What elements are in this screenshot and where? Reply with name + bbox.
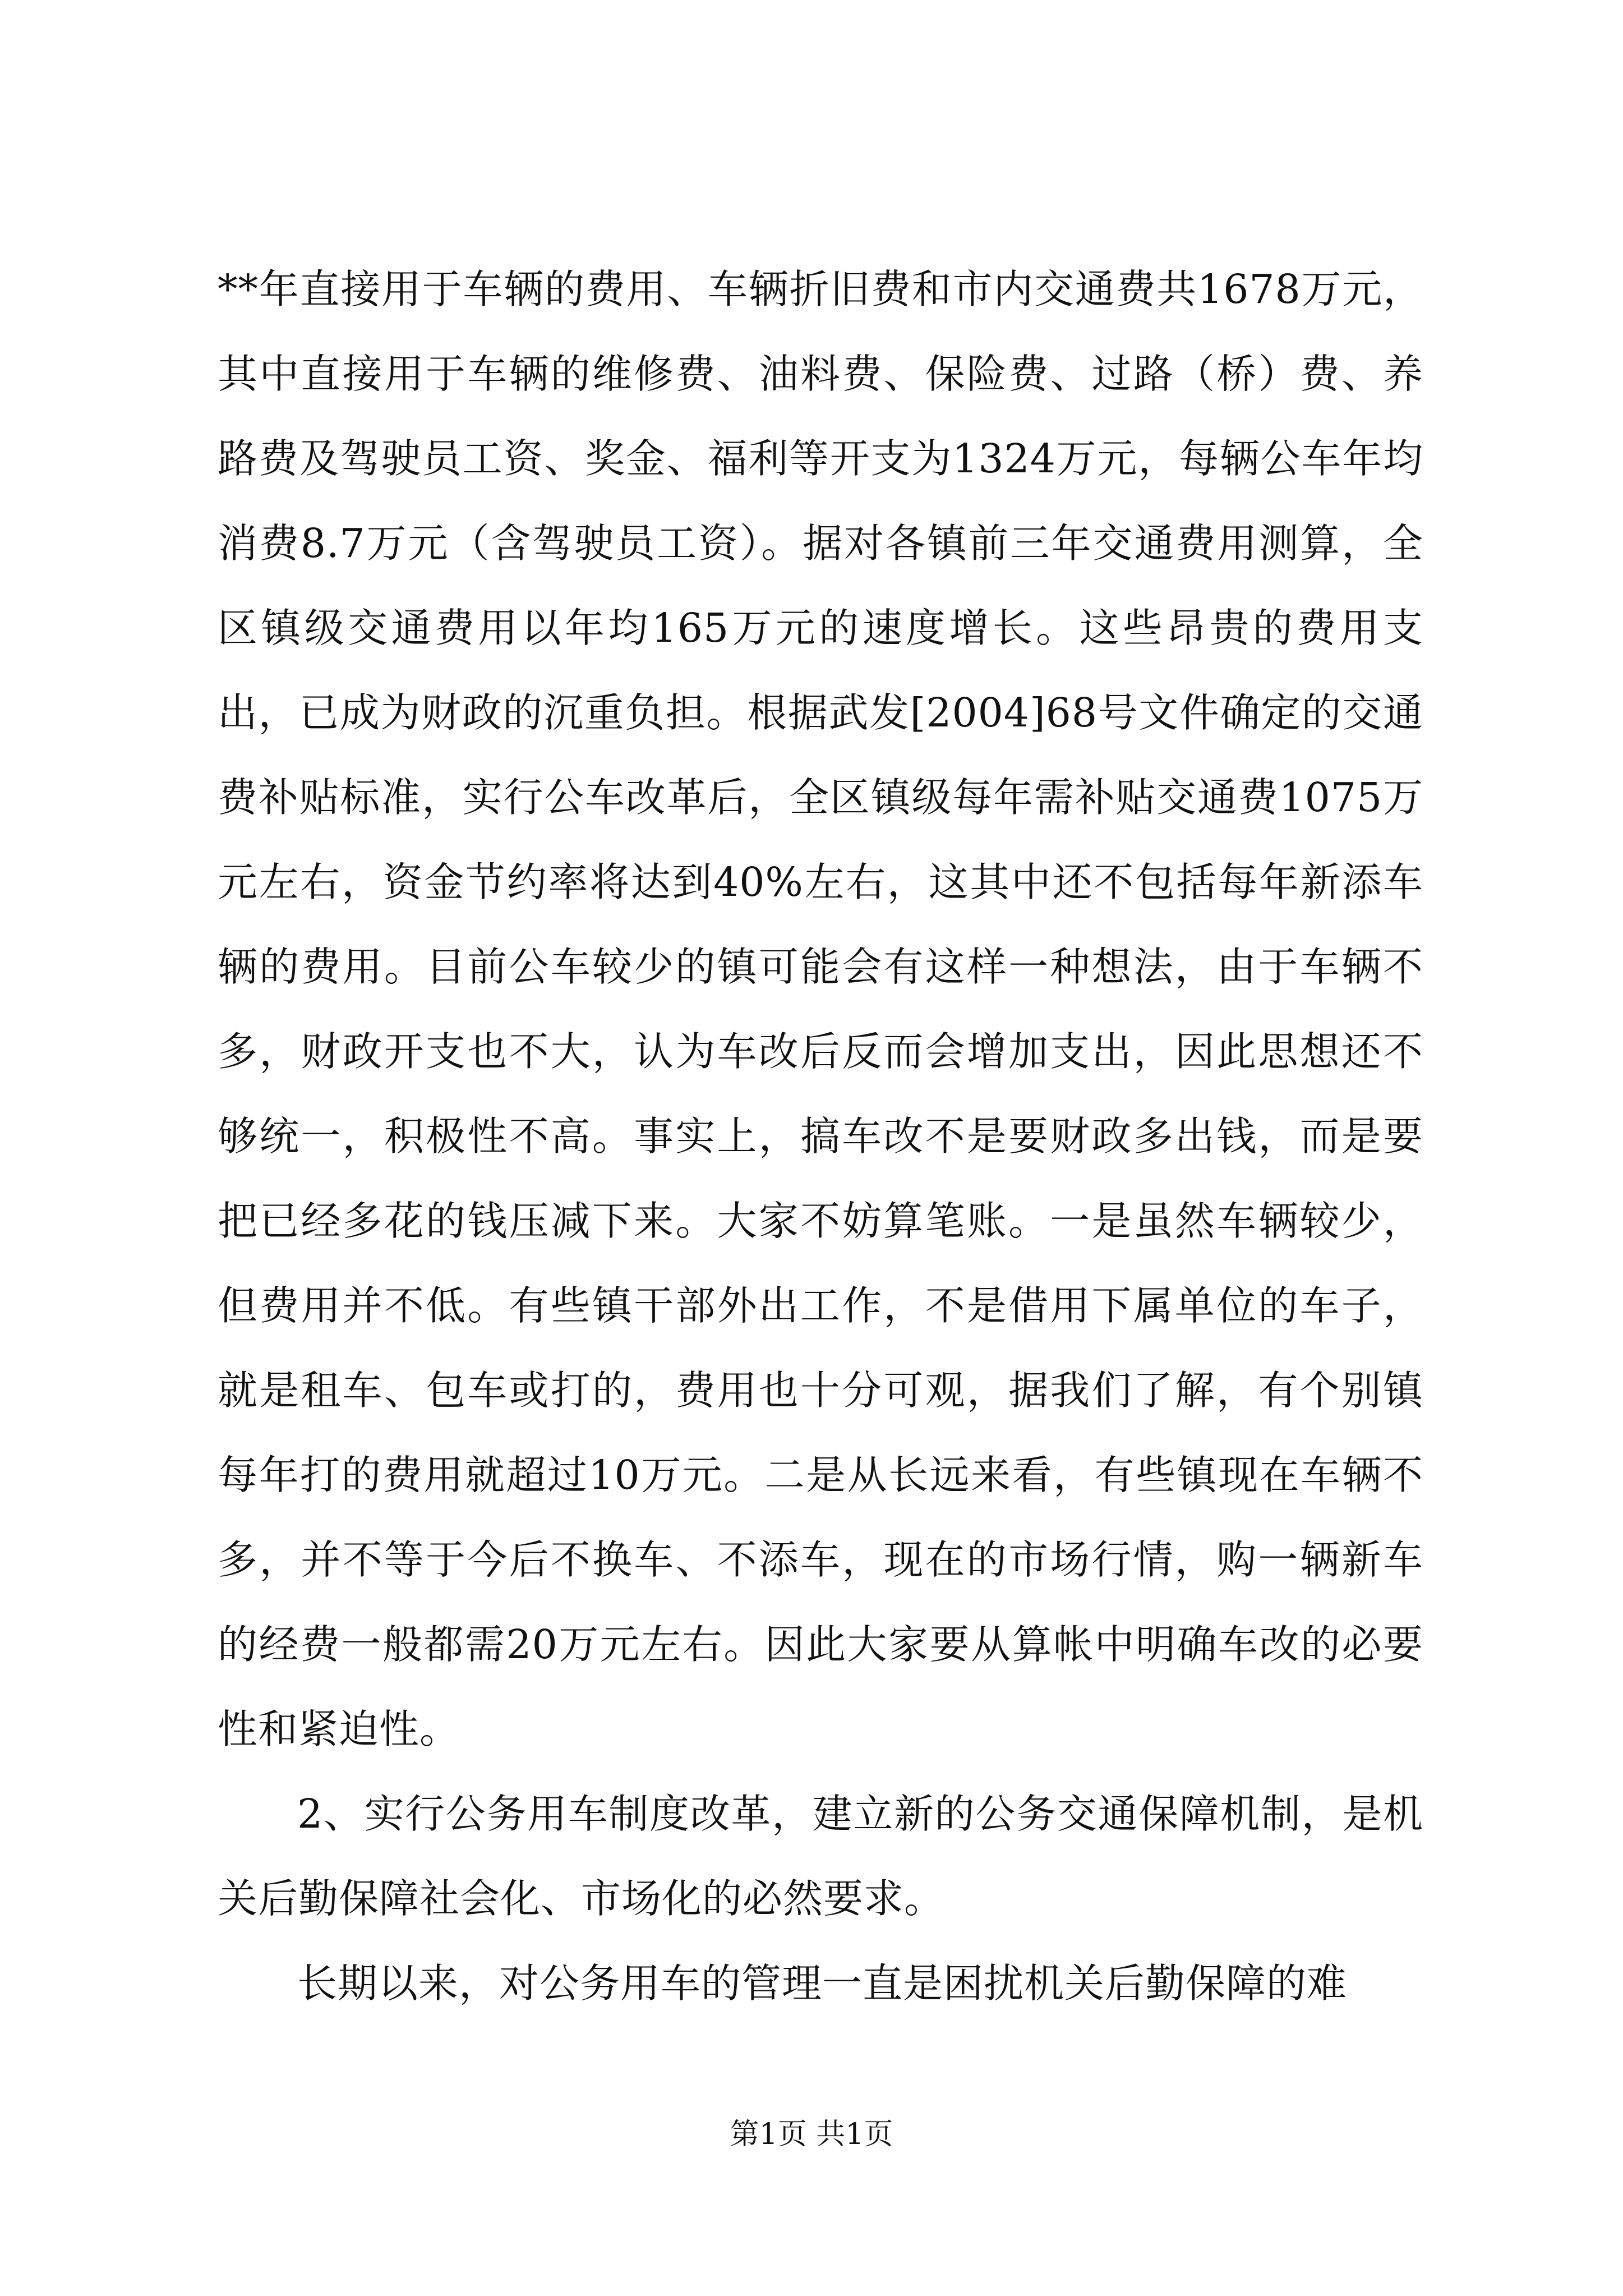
paragraph-long-term-management: 长期以来，对公务用车的管理一直是困扰机关后勤保障的难 [297, 1960, 1348, 2007]
paragraph-reform-requirement: 2、实行公务用车制度改革，建立新的公务交通保障机制，是机关后勤保障社会化、市场化的必然要求。 [218, 1791, 1423, 1922]
page-number-footer: 第1页 共1页 [730, 2118, 893, 2151]
paragraph-vehicle-costs: **年直接用于车辆的费用、车辆折旧费和市内交通费共1678万元，其中直接用于车辆的维修费、油料费、保险费、过路（桥）费、养路费及驾驶员工资、奖金、福利等开支为1324万元，每辆公车年均消费8.7万元（含驾驶员工资）。据对各镇前三年交通费用测算，全区镇级交通费用以年均165万元的速度增长。这些昂贵的费用支出，已成为财政的沉重负担。根据武发[2004]68号文件确定的交通费补贴标准，实行公车改革后，全区镇级每年需补贴交通费1075万元左右，资金节约率将达到40%左右，这其中还不包括每年新添车辆的费用。目前公车较少的镇可能会有这样一种想法，由于车辆不多，财政开支也不大，认为车改后反而会增加支出，因此思想还不够统一，积极性不高。事实上，搞车改不是要财政多出钱，而是要把已经多花的钱压减下来。大家不妨算笔账。一是虽然车辆较少，但费用并不低。有些镇干部外出工作，不是借用下属单位的车子，就是租车、包车或打的，费用也十分可观，据我们了解，有个别镇每年打的费用就超过10万元。二是从长远来看，有些镇现在车辆不多，并不等于今后不换车、不添车，现在的市场行情，购一辆新车的经费一般都需20万元左右。因此大家要从算帐中明确车改的必要性和紧迫性。 [218, 266, 1423, 1752]
document-body [218, 247, 1423, 2026]
